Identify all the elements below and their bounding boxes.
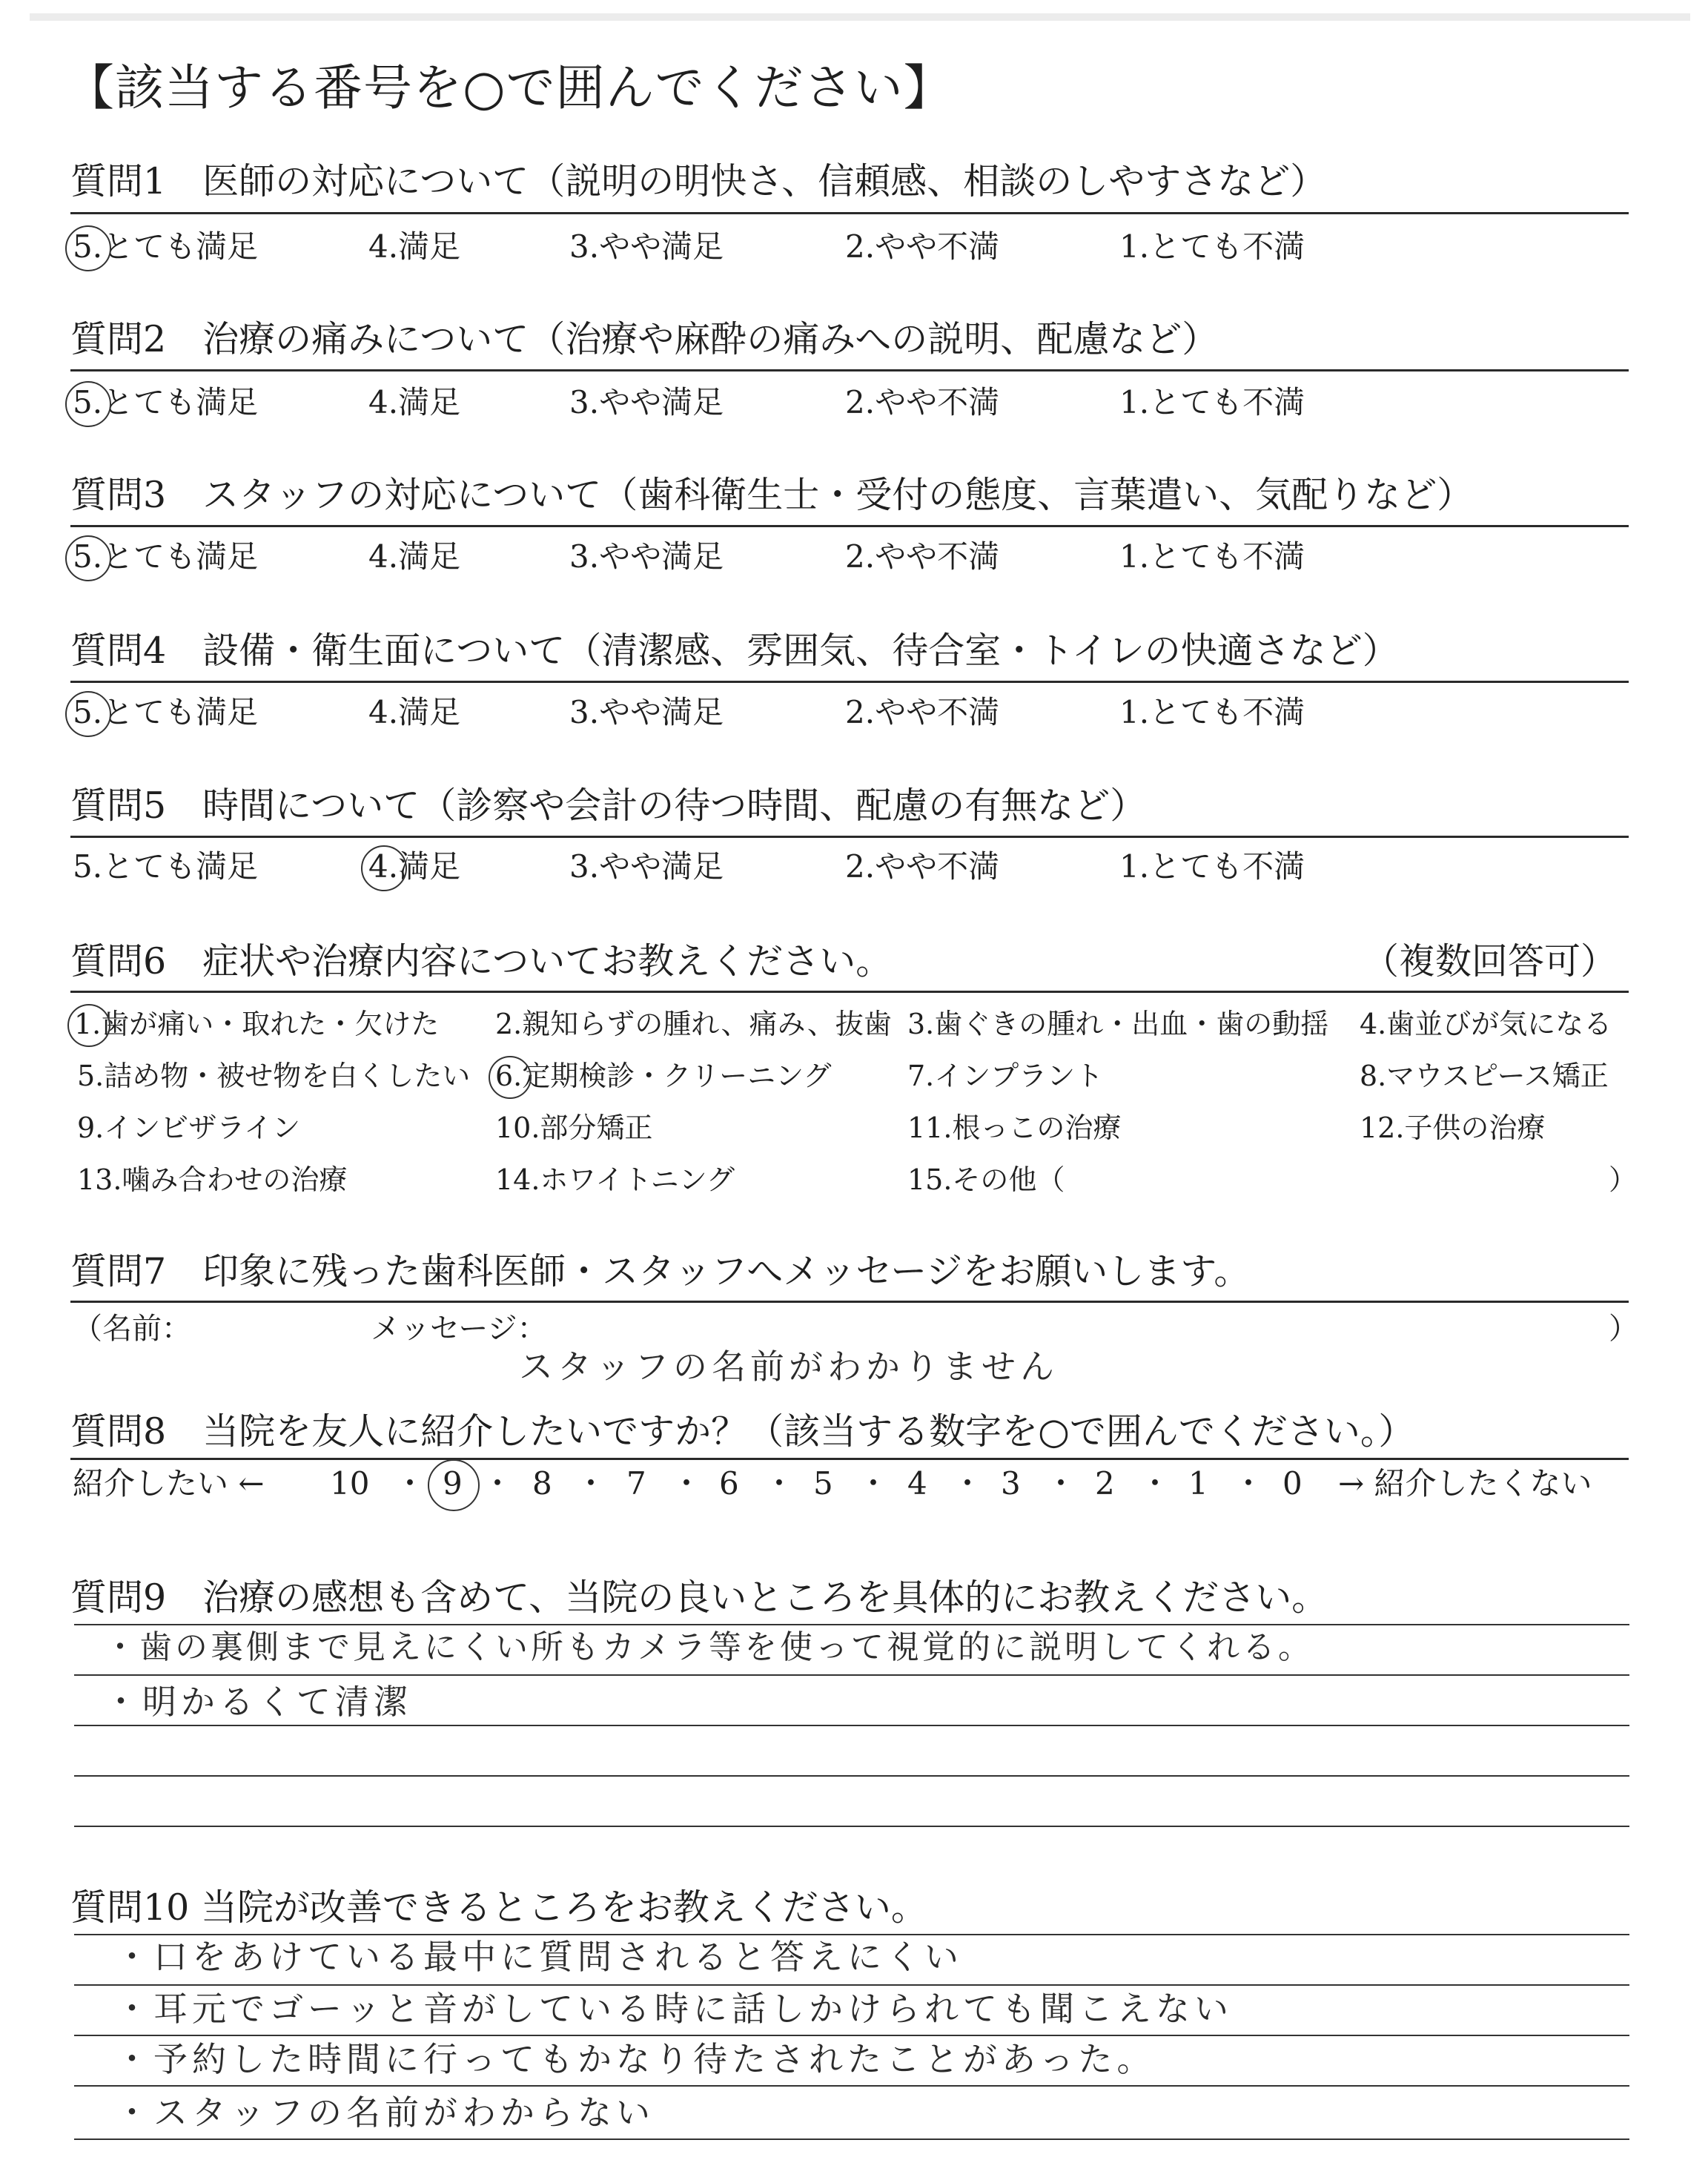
question-3-label: 質問3 スタッフの対応について（歯科衛生士・受付の態度、言葉遣い、気配りなど） — [70, 474, 1474, 516]
q2-option-4[interactable]: 4.満足 — [368, 384, 461, 420]
q8-scale-7[interactable]: 7 — [626, 1465, 646, 1502]
question-5-underline — [70, 836, 1629, 838]
q8-scale-1[interactable]: 1 — [1188, 1465, 1208, 1502]
q6-option-13[interactable]: 13.噛み合わせの治療 — [77, 1163, 348, 1196]
q1-option-2[interactable]: 2.やや不満 — [845, 228, 1000, 265]
q5-option-4[interactable]: 4.満足 — [368, 851, 460, 882]
selection-circle — [361, 845, 407, 891]
question-9-label: 質問9 治療の感想も含めて、当院の良いところを具体的にお教えください。 — [70, 1576, 1328, 1619]
q6-option-11[interactable]: 11.根っこの治療 — [907, 1112, 1122, 1144]
q10-ruled-line — [74, 1984, 1629, 1986]
q8-scale-3[interactable]: 3 — [1001, 1465, 1021, 1502]
q5-option-3[interactable]: 3.やや満足 — [569, 848, 724, 885]
question-5-label: 質問5 時間について（診察や会計の待つ時間、配慮の有無など） — [70, 785, 1147, 827]
q9-ruled-line — [74, 1725, 1629, 1726]
question-10-label: 質問10 当院が改善できるところをお教えください。 — [70, 1886, 927, 1929]
q6-option-5[interactable]: 5.詰め物・被せ物を白くしたい — [77, 1060, 471, 1092]
q6-option-7[interactable]: 7.インプラント — [907, 1060, 1104, 1092]
question-1-label: 質問1 医師の対応について（説明の明快さ、信頼感、相談のしやすさなど） — [70, 160, 1327, 202]
q7-close-paren: ） — [1609, 1312, 1638, 1346]
q2-option-2[interactable]: 2.やや不満 — [845, 384, 1000, 420]
q4-option-2[interactable]: 2.やや不満 — [845, 694, 1000, 730]
page-title: 【該当する番号を○で囲んでください】 — [65, 59, 953, 116]
q8-scale-10[interactable]: 10 — [330, 1465, 370, 1502]
q8-scale-5[interactable]: 5 — [813, 1465, 833, 1502]
q10-answer-line-2: ・耳元でゴーッと音がしている時に話しかけられても聞こえない — [115, 1989, 1233, 2029]
q10-ruled-line — [74, 2138, 1629, 2140]
q8-scale-0[interactable]: 0 — [1282, 1465, 1302, 1502]
q8-scale-2[interactable]: 2 — [1095, 1465, 1115, 1502]
q10-answer-line-1: ・口をあけている最中に質問されると答えにくい — [115, 1937, 963, 1977]
q6-option-8[interactable]: 8.マウスピース矯正 — [1360, 1060, 1609, 1092]
q6-option-3[interactable]: 3.歯ぐきの腫れ・出血・歯の動揺 — [907, 1008, 1329, 1040]
selection-circle — [428, 1459, 480, 1511]
q6-option-6[interactable]: 6.定期検診・クリーニング — [495, 1062, 832, 1090]
q1-option-4[interactable]: 4.満足 — [368, 228, 461, 265]
question-2-label: 質問2 治療の痛みについて（治療や麻酔の痛みへの説明、配慮など） — [70, 318, 1219, 360]
q6-option-9[interactable]: 9.インビザライン — [77, 1112, 301, 1144]
q10-ruled-line — [74, 2085, 1629, 2087]
q2-option-3[interactable]: 3.やや満足 — [569, 384, 724, 420]
q9-answer-line-2: ・明かるくて清潔 — [104, 1682, 412, 1722]
q3-option-3[interactable]: 3.やや満足 — [569, 538, 724, 575]
q10-ruled-line — [74, 1934, 1629, 1935]
selection-circle — [67, 1004, 110, 1047]
q8-scale-8[interactable]: 8 — [532, 1465, 552, 1502]
q9-ruled-line — [74, 1674, 1629, 1676]
question-7-underline — [70, 1301, 1629, 1303]
q9-ruled-line — [74, 1826, 1629, 1827]
q4-option-4[interactable]: 4.満足 — [368, 694, 461, 730]
selection-circle — [65, 691, 111, 737]
q3-option-4[interactable]: 4.満足 — [368, 538, 461, 575]
q3-option-1[interactable]: 1.とても不満 — [1119, 538, 1305, 575]
q6-option-15-close: ） — [1609, 1163, 1638, 1196]
selection-circle — [65, 535, 111, 581]
q3-option-2[interactable]: 2.やや不満 — [845, 538, 1000, 575]
q6-option-4[interactable]: 4.歯並びが気になる — [1360, 1008, 1612, 1040]
selection-circle — [65, 381, 111, 427]
question-1-underline — [70, 212, 1629, 214]
q1-option-3[interactable]: 3.やや満足 — [569, 228, 724, 265]
q5-option-1[interactable]: 1.とても不満 — [1119, 848, 1305, 885]
question-8-underline — [70, 1458, 1629, 1460]
q10-ruled-line — [74, 2035, 1629, 2036]
selection-circle — [489, 1056, 532, 1099]
q4-option-5[interactable]: 5.とても満足 — [73, 697, 258, 728]
question-3-underline — [70, 525, 1629, 527]
q9-ruled-line — [74, 1775, 1629, 1777]
question-6-label: 質問6 症状や治療内容についてお教えください。 — [70, 940, 893, 982]
q5-option-5[interactable]: 5.とても満足 — [73, 848, 259, 885]
q8-right-label: → 紹介したくない — [1338, 1465, 1592, 1502]
q5-option-2[interactable]: 2.やや不満 — [845, 848, 1000, 885]
q6-option-10[interactable]: 10.部分矯正 — [495, 1112, 653, 1144]
q10-answer-line-4: ・スタッフの名前がわからない — [115, 2093, 655, 2133]
q8-scale-6[interactable]: 6 — [719, 1465, 739, 1502]
q6-option-12[interactable]: 12.子供の治療 — [1360, 1112, 1546, 1144]
q7-name-label: （名前： — [73, 1312, 191, 1346]
q7-handwritten-message: スタッフの名前がわかりません — [519, 1347, 1059, 1387]
q1-option-5[interactable]: 5.とても満足 — [73, 231, 258, 262]
q6-option-14[interactable]: 14.ホワイトニング — [495, 1163, 735, 1196]
q6-multiple-note: （複数回答可） — [1363, 940, 1618, 982]
selection-circle — [65, 225, 111, 271]
q6-option-15[interactable]: 15.その他（ — [907, 1163, 1065, 1196]
question-8-label: 質問8 当院を友人に紹介したいですか？（該当する数字を○で囲んでください。） — [70, 1410, 1415, 1453]
question-4-underline — [70, 681, 1629, 683]
page-top-edge — [30, 13, 1690, 21]
q9-ruled-line — [74, 1624, 1629, 1625]
question-7-label: 質問7 印象に残った歯科医師・スタッフへメッセージをお願いします。 — [70, 1250, 1251, 1292]
q7-message-label: メッセージ： — [371, 1312, 547, 1346]
q4-option-1[interactable]: 1.とても不満 — [1119, 694, 1305, 730]
q8-scale-9[interactable]: 9 — [443, 1468, 463, 1499]
q10-answer-line-3: ・予約した時間に行ってもかなり待たされたことがあった。 — [115, 2039, 1156, 2079]
q2-option-1[interactable]: 1.とても不満 — [1119, 384, 1305, 420]
q1-option-1[interactable]: 1.とても不満 — [1119, 228, 1305, 265]
q2-option-5[interactable]: 5.とても満足 — [73, 387, 258, 418]
q9-answer-line-1: ・歯の裏側まで見えにくい所もカメラ等を使って視覚的に説明してくれる。 — [104, 1628, 1314, 1666]
question-4-label: 質問4 設備・衛生面について（清潔感、雰囲気、待合室・トイレの快適さなど） — [70, 630, 1399, 672]
q8-left-label: 紹介したい ← — [73, 1465, 265, 1502]
q8-scale-4[interactable]: 4 — [907, 1465, 927, 1502]
question-2-underline — [70, 369, 1629, 371]
question-6-underline — [70, 991, 1629, 993]
q4-option-3[interactable]: 3.やや満足 — [569, 694, 724, 730]
q6-option-1[interactable]: 1.歯が痛い・取れた・欠けた — [74, 1010, 439, 1038]
q6-option-2[interactable]: 2.親知らずの腫れ、痛み、抜歯 — [495, 1008, 892, 1040]
q3-option-5[interactable]: 5.とても満足 — [73, 541, 258, 572]
